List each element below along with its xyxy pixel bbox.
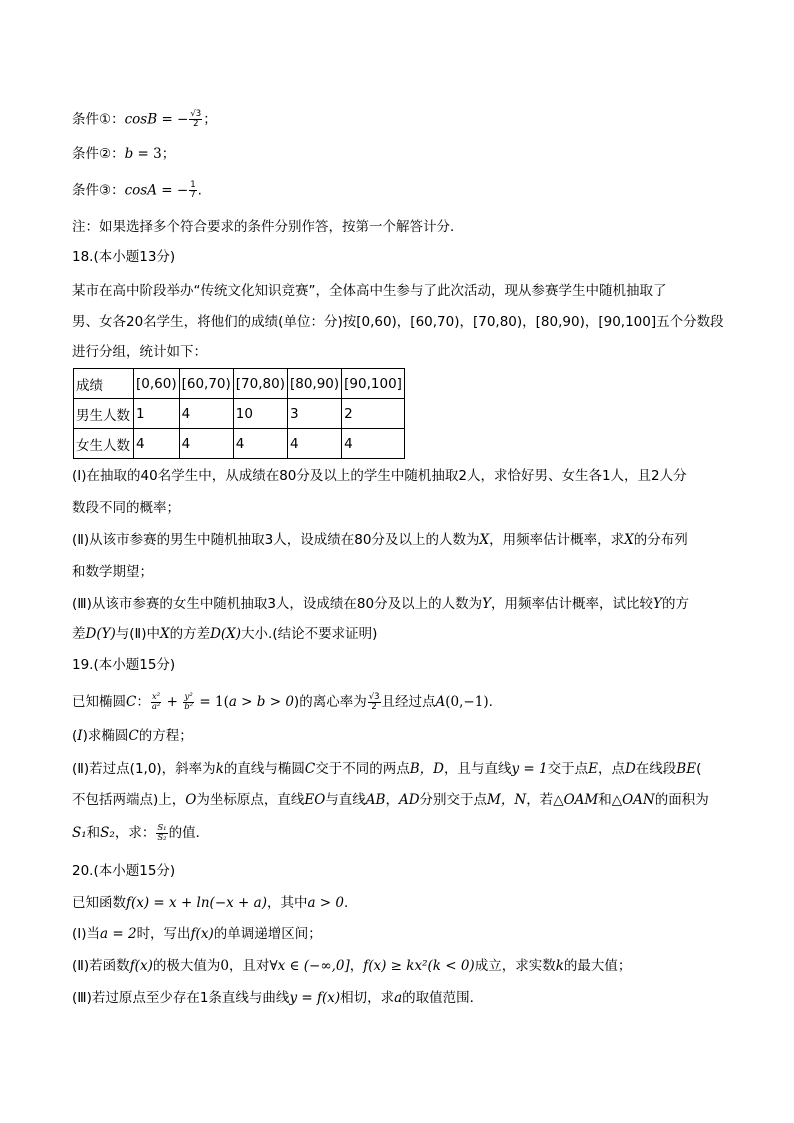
math-var: C [126, 694, 137, 710]
condition-3 [72, 181, 202, 200]
text-span: ( [696, 761, 702, 777]
fraction-denominator: a² [151, 701, 161, 712]
condition-1-fraction [189, 110, 202, 129]
math-expr: BE [676, 761, 697, 777]
condition-1-lhs: cosB [124, 111, 158, 128]
math-expr: a > 0 [307, 895, 345, 911]
table-cell: 4 [342, 429, 405, 459]
text-span: ，点 [597, 761, 625, 777]
math-var: I [77, 728, 83, 744]
math-var: X [159, 626, 170, 642]
text-span: 交于不同的两点 [315, 761, 410, 777]
ellipse-fraction-x [151, 693, 161, 712]
text-span: ，用频率估计概率，试比较 [491, 596, 654, 612]
condition-3-label: 条件③： [72, 182, 125, 199]
text-span: 差 [72, 626, 86, 642]
area-ratio-fraction [156, 824, 167, 843]
text-span: 在线段 [635, 761, 677, 777]
math-var: Y [482, 596, 492, 612]
text-span: 的取值范围． [402, 990, 484, 1006]
math-expr: y = f(x) [289, 990, 341, 1006]
math-expr: a > b > 0 [228, 694, 294, 710]
q18-part-3-line-1 [72, 595, 689, 613]
table-row [74, 429, 405, 459]
math-var: A [435, 694, 446, 710]
text-span: 交于点 [547, 761, 589, 777]
math-expr: a = 2 [100, 926, 137, 942]
table-cell: 4 [179, 429, 233, 459]
math-expr: y = 1 [511, 761, 548, 777]
text-span: . [344, 895, 349, 911]
condition-1-tail: ； [203, 111, 217, 128]
text-span: = 1( [195, 694, 229, 710]
q18-intro-line-3: 进行分组，统计如下： [72, 344, 207, 360]
text-span: 成立，求实数 [474, 958, 556, 974]
q19-part-1 [72, 727, 193, 745]
condition-1-eq: = − [157, 111, 189, 128]
condition-1-label: 条件①： [72, 111, 125, 128]
text-span: ，其中 [266, 895, 308, 911]
text-span: 大小.(结论不要求证明) [241, 626, 378, 642]
text-span: 的单调递增区间； [213, 926, 322, 942]
math-var: O [185, 792, 197, 808]
table-cell: 4 [233, 429, 287, 459]
q20-heading: 20.(本小题15分) [72, 863, 176, 879]
table-header-row [74, 369, 405, 399]
table-cell: 2 [342, 399, 405, 429]
q20-part-3 [72, 989, 483, 1007]
math-expr: △OAN [611, 792, 655, 808]
math-expr: M，N [487, 792, 527, 808]
text-span: (Ⅲ)从该市参赛的女生中随机抽取3人，设成绩在80分及以上的人数为 [72, 596, 483, 612]
text-span: 时，写出 [136, 926, 191, 942]
text-span: 相切，求 [340, 990, 395, 1006]
q19-part-2-line-2 [72, 791, 709, 809]
text-span: + [162, 694, 183, 710]
q18-part-3-line-2 [72, 625, 377, 643]
text-span: ： [136, 694, 150, 710]
q19-statement [72, 691, 493, 713]
math-expr: △OAM [553, 792, 599, 808]
text-span: 与直线 [325, 792, 366, 808]
fraction-numerator: y² [184, 691, 193, 702]
math-var: D [624, 761, 636, 777]
math-var: k [555, 958, 564, 974]
table-header-cell: [60,70) [179, 369, 233, 399]
math-var: C [304, 761, 316, 777]
math-expr: (0,−1) [445, 694, 489, 710]
text-span: ，用频率估计概率，求 [489, 532, 625, 548]
condition-1 [72, 110, 217, 129]
text-span: 已知椭圆 [72, 694, 126, 710]
text-span: ， [349, 958, 364, 974]
text-span: ，且与直线 [443, 761, 512, 777]
fraction-denominator: 2 [371, 701, 377, 712]
math-var: S₂ [100, 825, 115, 841]
q18-part-2-line-2: 和数学期望； [72, 564, 153, 580]
text-span: 与(Ⅱ)中 [115, 626, 160, 642]
math-var: Y [653, 596, 662, 612]
table-header-cell: [70,80) [233, 369, 287, 399]
condition-3-tail: . [197, 182, 202, 199]
fraction-denominator: b² [184, 701, 194, 712]
text-span: (Ⅱ)从该市参赛的男生中随机抽取3人，设成绩在80分及以上的人数为 [72, 532, 480, 548]
condition-2-lhs: b [124, 146, 134, 162]
math-expr: D(Y) [85, 626, 116, 642]
fraction-numerator: S₁ [157, 822, 167, 833]
text-span: 的方 [661, 596, 689, 612]
text-span: ， [385, 792, 399, 808]
condition-2-eq: = 3 [133, 146, 162, 162]
text-span: 分别交于点 [419, 792, 488, 808]
math-expr: f(x) [190, 926, 214, 942]
text-span: 且经过点 [381, 694, 436, 710]
fraction-numerator: x² [151, 691, 161, 702]
score-table [73, 368, 405, 459]
text-span: 的最大值； [563, 958, 632, 974]
condition-2 [72, 145, 175, 163]
text-span: (Ⅲ)若过原点至少存在1条直线与曲线 [72, 990, 290, 1006]
math-var: S₁ [72, 825, 87, 841]
table-cell: 4 [287, 429, 341, 459]
condition-3-lhs: cosA [124, 182, 157, 199]
q20-statement [72, 894, 348, 912]
q18-heading: 18.(本小题13分) [72, 249, 176, 265]
table-cell: 10 [233, 399, 287, 429]
q18-part-2-line-1 [72, 531, 688, 549]
math-var: a [394, 990, 403, 1006]
text-span: . [488, 694, 493, 710]
text-span: 和 [86, 825, 101, 841]
q20-part-2 [72, 957, 631, 975]
condition-3-fraction [189, 181, 196, 200]
table-cell: 4 [179, 399, 233, 429]
q18-intro-line-1: 某市在高中阶段举办“传统文化知识竞赛”，全体高中生参与了此次活动，现从参赛学生中随机抽取了 [72, 283, 667, 299]
math-expr: AB [365, 792, 386, 808]
math-expr: f(x) [129, 958, 153, 974]
text-span: 的方程； [138, 728, 193, 744]
scoring-note: 注：如果选择多个符合要求的条件分别作答，按第一个解答计分． [72, 219, 464, 235]
fraction-numerator: √3 [368, 691, 380, 702]
text-span: 为坐标原点，直线 [196, 792, 305, 808]
table-header-cell: [90,100] [342, 369, 405, 399]
text-span: )求椭圆 [82, 728, 129, 744]
fraction-denominator: 7 [190, 190, 196, 200]
text-span: 的值． [168, 825, 210, 841]
text-span: (Ⅱ)若函数 [72, 958, 130, 974]
text-span: ( [72, 728, 78, 744]
math-var: k [215, 761, 224, 777]
condition-2-tail: ； [161, 146, 176, 162]
table-cell: 3 [287, 399, 341, 429]
text-span: ，若 [526, 792, 554, 808]
q19-part-2-line-3 [72, 822, 209, 844]
text-span: 的极大值为 [152, 958, 221, 974]
text-span: )的离心率为 [293, 694, 367, 710]
eccentricity-fraction [368, 693, 381, 712]
table-cell: 男生人数 [74, 399, 134, 429]
q20-part-1 [72, 925, 322, 943]
text-span: (Ⅱ)若过点(1,0)，斜率为 [72, 761, 216, 777]
table-cell: 女生人数 [74, 429, 134, 459]
table-cell: 4 [134, 429, 180, 459]
condition-2-label: 条件②： [72, 146, 125, 162]
q19-heading: 19.(本小题15分) [72, 657, 176, 673]
fraction-denominator: S₂ [157, 832, 167, 843]
math-expr: AD [398, 792, 420, 808]
math-expr: D(X) [210, 626, 242, 642]
q18-intro-line-2: 男、女各20名学生，将他们的成绩(单位：分)按[0,60)，[60,70)，[70,80)，[80,90)，[90,100]五个分数段 [72, 314, 724, 330]
text-span: 的面积为 [654, 792, 709, 808]
math-expr: B，D [409, 761, 444, 777]
condition-3-eq: = − [156, 182, 189, 199]
table-header-cell: 成绩 [74, 369, 134, 399]
table-header-cell: [80,90) [287, 369, 341, 399]
fraction-denominator: 2 [193, 119, 199, 129]
fraction-numerator: √3 [190, 109, 202, 119]
math-expr: ∀x ∈ (−∞,0] [269, 958, 350, 974]
math-var: C [128, 728, 139, 744]
ellipse-fraction-y [183, 693, 194, 712]
q18-part-1-line-2: 数段不同的概率； [72, 500, 180, 516]
math-expr: f(x) ≥ kx²(k < 0) [363, 958, 475, 974]
text-span: 已知函数 [72, 895, 126, 911]
table-row [74, 399, 405, 429]
math-var: X [479, 532, 490, 548]
math-var: X [624, 532, 634, 548]
text-span: ，求： [114, 825, 156, 841]
text-span: 和 [598, 792, 612, 808]
q19-part-2-line-1 [72, 760, 701, 778]
math-expr: EO [304, 792, 326, 808]
text-span: 的方差 [169, 626, 211, 642]
q18-part-1-line-1: (Ⅰ)在抽取的40名学生中，从成绩在80分及以上的学生中随机抽取2人，求恰好男、女生各1人，且2人分 [72, 468, 687, 484]
table-cell: 1 [134, 399, 180, 429]
math-expr: f(x) = x + ln(−x + a) [126, 895, 267, 911]
table-header-cell: [0,60) [134, 369, 180, 399]
math-expr: 0 [220, 958, 229, 974]
text-span: ，且对 [228, 958, 270, 974]
text-span: 的分布列 [633, 532, 688, 548]
text-span: 不包括两端点)上， [72, 792, 186, 808]
text-span: 的直线与椭圆 [223, 761, 305, 777]
fraction-numerator: 1 [190, 180, 196, 190]
text-span: (Ⅰ)当 [72, 926, 101, 942]
math-var: E [588, 761, 598, 777]
